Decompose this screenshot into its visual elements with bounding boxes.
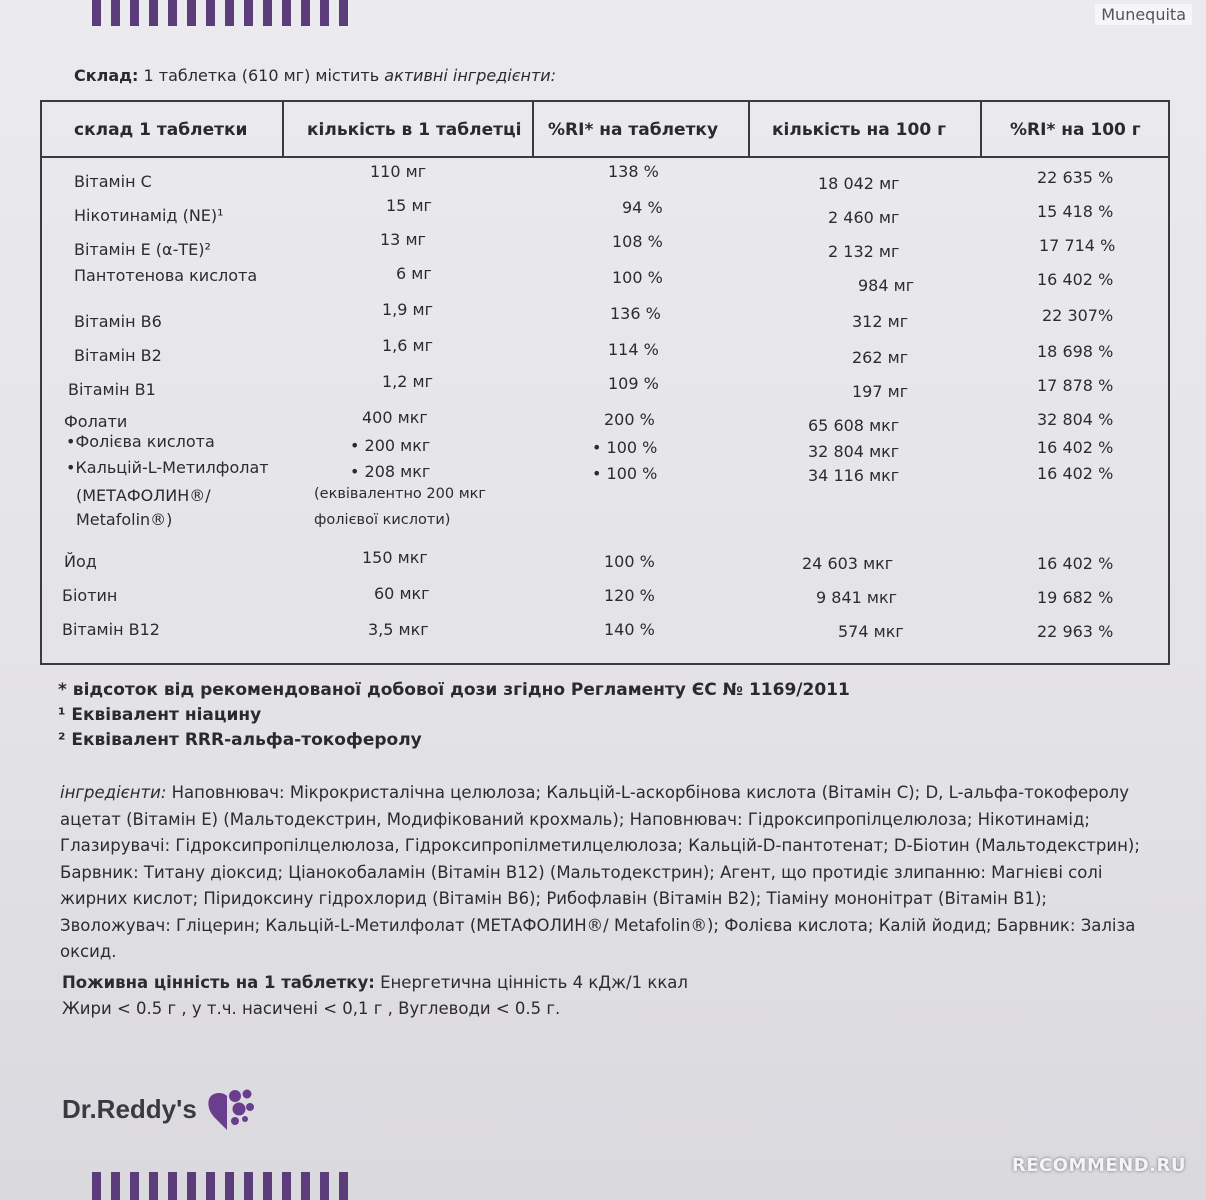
- footnote-tocopherol: ² Еквівалент RRR-альфа-токоферолу: [58, 730, 422, 750]
- row-ri100: 16 402 %: [1037, 270, 1114, 289]
- row-ri100: 17 878 %: [1037, 376, 1114, 395]
- row-ri100: 16 402 %: [1037, 438, 1114, 457]
- nutrition-macros: Жири < 0.5 г , у т.ч. насичені < 0,1 г , Вуглеводи < 0.5 г.: [62, 999, 561, 1018]
- ingredients-label: інгредієнти:: [60, 783, 167, 802]
- row-name: Вітамін С: [74, 172, 152, 191]
- row-name: Біотин: [62, 586, 118, 605]
- watermark-bottom: RECOMMEND.RU: [1011, 1155, 1186, 1176]
- row-ri100: 17 714 %: [1039, 236, 1116, 255]
- row-name: Пантотенова кислота: [74, 266, 258, 285]
- nutrition-label: Поживна цінність на 1 таблетку:: [62, 973, 375, 992]
- row-amount: 6 мг: [396, 264, 432, 283]
- nutrition-energy: Енергетична цінність 4 кДж/1 ккал: [374, 973, 688, 992]
- nutrient-table: [40, 100, 1170, 665]
- header-ri: %RI* на таблетку: [548, 120, 719, 140]
- row-per100: 2 460 мг: [828, 208, 900, 227]
- row-per100: 262 мг: [852, 348, 909, 367]
- row-ri100: 15 418 %: [1037, 202, 1114, 221]
- composition-line: [74, 66, 556, 85]
- row-per100: 18 042 мг: [818, 174, 900, 193]
- row-per100: 197 мг: [852, 382, 909, 401]
- row-ri: 140 %: [604, 620, 655, 639]
- row-ri: 109 %: [608, 374, 659, 393]
- row-name-extra: (МЕТАФОЛИН®/: [76, 486, 211, 505]
- row-ri100: 22 635 %: [1037, 168, 1114, 187]
- row-name: Фолати: [64, 412, 128, 431]
- composition-italic: активні інгредієнти:: [384, 66, 557, 85]
- header-per100: кількість на 100 г: [772, 120, 946, 140]
- row-per100: 312 мг: [852, 312, 909, 331]
- row-amount: 15 мг: [386, 196, 432, 215]
- row-amount: • 200 мкг: [350, 436, 431, 455]
- row-ri: 200 %: [604, 410, 655, 429]
- composition-label: Склад:: [74, 66, 139, 85]
- watermark-top: Munequita: [1095, 4, 1192, 25]
- footnote-niacin: ¹ Еквівалент ніацину: [58, 705, 262, 725]
- header-composition: склад 1 таблетки: [74, 120, 248, 140]
- row-ri: • 100 %: [592, 438, 658, 457]
- row-ri: • 100 %: [592, 464, 658, 483]
- composition-text: 1 таблетка (610 мг) містить: [138, 66, 385, 85]
- row-name: Йод: [64, 552, 97, 571]
- footnotes: [58, 680, 850, 755]
- ingredients-body: Наповнювач: Мікрокристалічна целюлоза; Кальцій-L-аскорбінова кислота (Вітамін С); D, L-альфа-токоферолу ацетат (Вітамін Е) (Мальтодекстрин, Модифікований крохмаль); Наповнювач: Гідроксипропілцелюлоза; Нікотинамід; Глазирувачі: Гідроксипропілцелюлоза, Гідроксипропілметилцелюлоза; Кальцій-D-пантотенат; D-Біотин (Мальтодекстрин); Барвник: Титану діоксид; Ціанокобаламін (Вітамін В12) (Мальтодекстрин); Агент, що протидіє злипанню: Магнієві солі жирних кислот; Піридоксину гідрохлорид (Вітамін В6); Рибофлавін (Вітамін В2); Тіаміну мононітрат (Вітамін В1); Зволожувач: Гліцерин; Кальцій-L-Метилфолат (МЕТАФОЛИН®/ Metafolin®); Фолієва кислота; Калій йодид; Барвник: Заліза оксид.: [60, 783, 1140, 961]
- row-name: •Фолієва кислота: [66, 432, 215, 451]
- nutrition-info: [62, 970, 688, 1022]
- row-ri: 100 %: [612, 268, 663, 287]
- row-name: Вітамін В6: [74, 312, 162, 331]
- row-name: Вітамін Е (α-ТЕ)²: [74, 240, 211, 259]
- row-amount: 150 мкг: [362, 548, 428, 567]
- row-name: Вітамін В2: [74, 346, 162, 365]
- row-amount: 1,6 мг: [382, 336, 434, 355]
- row-amount-extra: (еквівалентно 200 мкг: [314, 486, 487, 502]
- barcode-top: [92, 0, 348, 26]
- row-ri: 100 %: [604, 552, 655, 571]
- row-ri: 108 %: [612, 232, 663, 251]
- footnote-ri: * відсоток від рекомендованої добової дози згідно Регламенту ЄС № 1169/2011: [58, 680, 850, 700]
- row-name: •Кальцій-L-Метилфолат: [66, 458, 269, 477]
- row-ri100: 32 804 %: [1037, 410, 1114, 429]
- row-amount: 110 мг: [370, 162, 427, 181]
- row-ri100: 22 307%: [1042, 306, 1114, 325]
- header-ri100: %RI* на 100 г: [1010, 120, 1141, 140]
- row-ri100: 19 682 %: [1037, 588, 1114, 607]
- row-amount: 400 мкг: [362, 408, 428, 427]
- row-ri: 138 %: [608, 162, 659, 181]
- row-ri100: 16 402 %: [1037, 554, 1114, 573]
- row-amount-extra: фолієвої кислоти): [314, 512, 451, 528]
- ingredients-text: [60, 780, 1160, 966]
- row-amount: • 208 мкг: [350, 462, 431, 481]
- row-name: Нікотинамід (NE)¹: [74, 206, 224, 225]
- row-per100: 9 841 мкг: [816, 588, 898, 607]
- row-amount: 1,9 мг: [382, 300, 434, 319]
- row-per100: 24 603 мкг: [802, 554, 894, 573]
- row-per100: 2 132 мг: [828, 242, 900, 261]
- row-name-extra: Metafolin®): [76, 510, 173, 529]
- table-header: [42, 102, 1168, 158]
- row-per100: 34 116 мкг: [808, 466, 900, 485]
- dr-reddys-mark-icon: [205, 1086, 255, 1132]
- row-name: Вітамін В1: [68, 380, 156, 399]
- row-amount: 13 мг: [380, 230, 426, 249]
- row-ri100: 18 698 %: [1037, 342, 1114, 361]
- brand-logo: [62, 1086, 255, 1132]
- row-per100: 574 мкг: [838, 622, 904, 641]
- row-name: Вітамін В12: [62, 620, 160, 639]
- brand-name: Dr.Reddy's: [62, 1093, 197, 1124]
- barcode-bottom: [92, 1172, 348, 1200]
- row-ri: 136 %: [610, 304, 661, 323]
- row-ri100: 22 963 %: [1037, 622, 1114, 641]
- row-ri: 94 %: [622, 198, 663, 217]
- header-amount: кількість в 1 таблетці: [307, 120, 522, 140]
- row-ri: 114 %: [608, 340, 659, 359]
- row-amount: 3,5 мкг: [368, 620, 429, 639]
- row-amount: 60 мкг: [374, 584, 430, 603]
- row-per100: 32 804 мкг: [808, 442, 900, 461]
- row-ri: 120 %: [604, 586, 655, 605]
- row-ri100: 16 402 %: [1037, 464, 1114, 483]
- row-amount: 1,2 мг: [382, 372, 434, 391]
- row-per100: 984 мг: [858, 276, 915, 295]
- row-per100: 65 608 мкг: [808, 416, 900, 435]
